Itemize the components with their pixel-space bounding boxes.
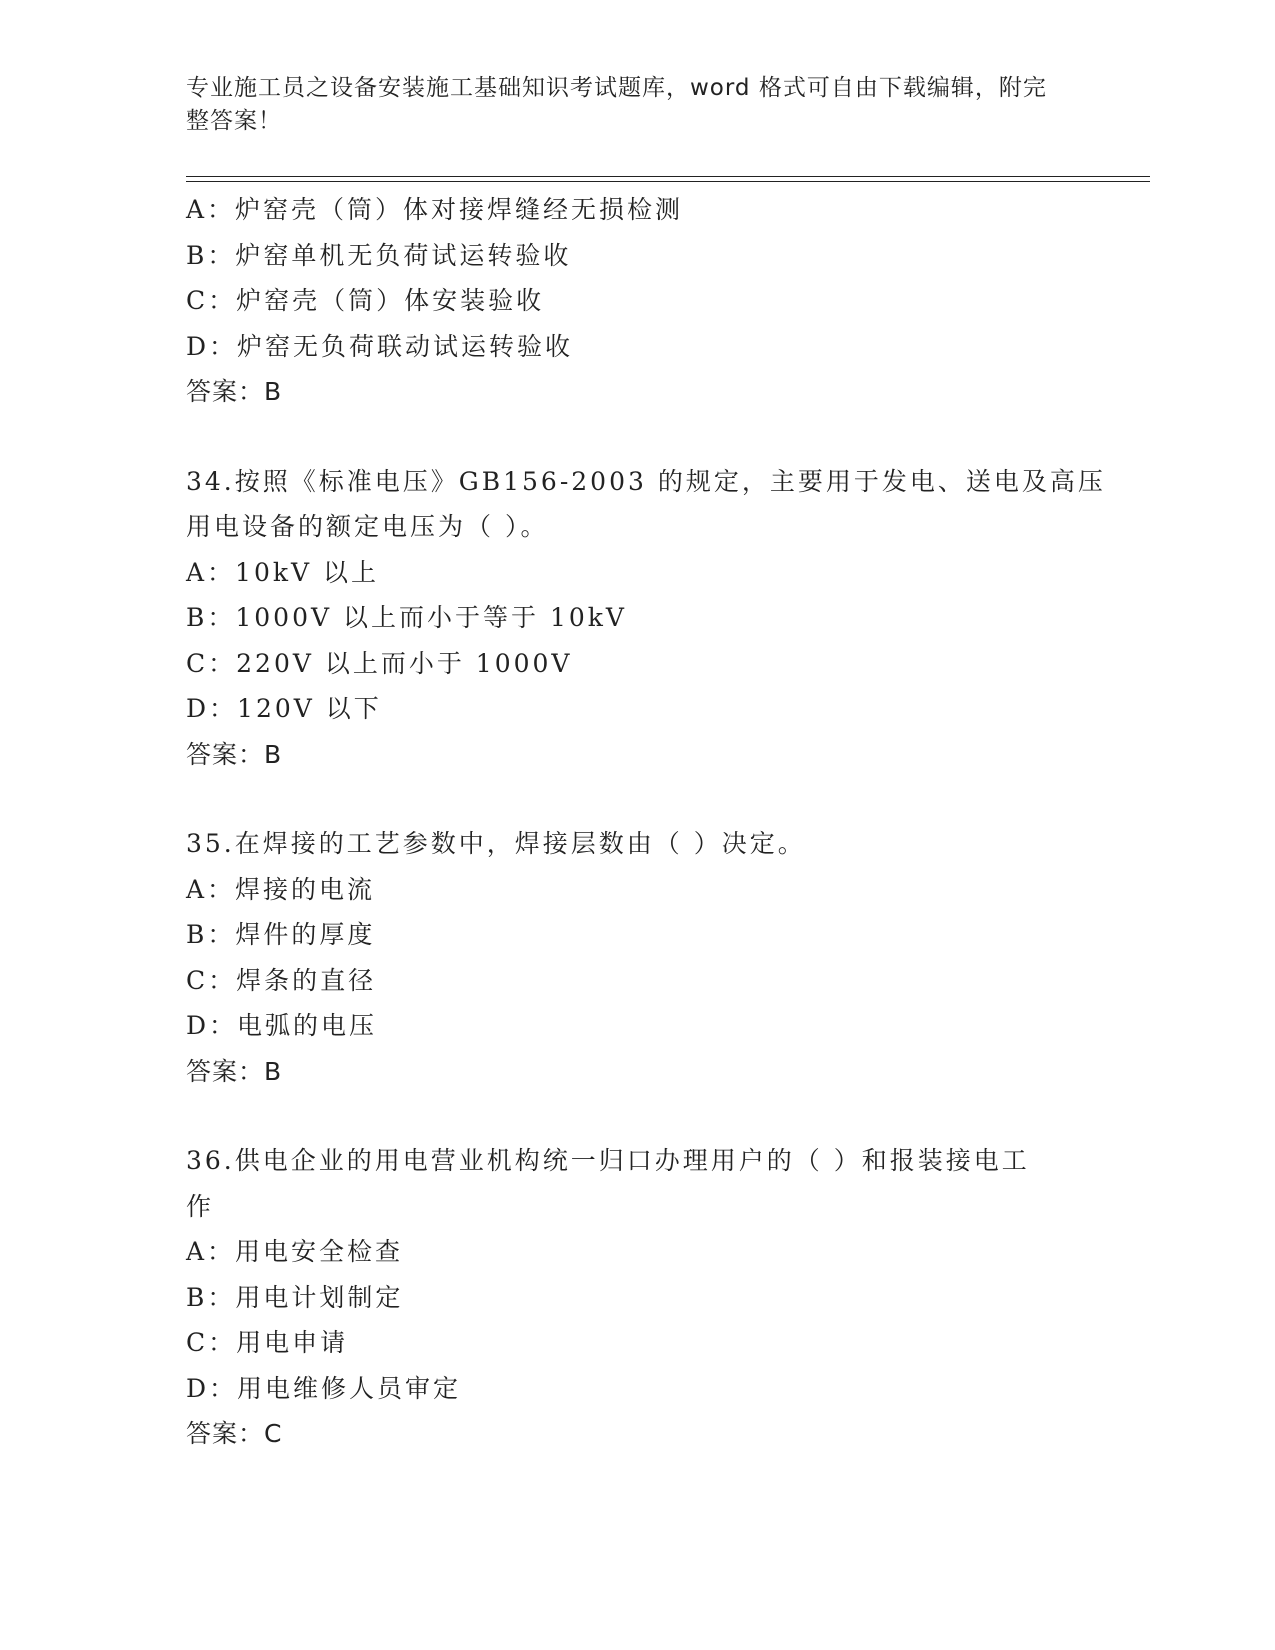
document-body bbox=[186, 187, 1106, 1457]
option-a: A：10kV 以上 bbox=[186, 557, 380, 587]
option-b: B：用电计划制定 bbox=[186, 1282, 404, 1312]
option-c: C：焊条的直径 bbox=[186, 965, 377, 995]
option-a: A：焊接的电流 bbox=[186, 874, 376, 904]
option-d: D：炉窑无负荷联动试运转验收 bbox=[186, 331, 574, 361]
question-stem-continued: 用电设备的额定电压为（ ）。 bbox=[186, 512, 549, 541]
header-rule-bottom bbox=[186, 181, 1150, 182]
option-c: C：用电申请 bbox=[186, 1328, 349, 1357]
option-b: B：炉窑单机无负荷试运转验收 bbox=[186, 240, 572, 270]
question-36 bbox=[186, 1138, 1086, 1457]
option-a: A：炉窑壳（筒）体对接焊缝经无损检测 bbox=[186, 195, 684, 224]
spacer bbox=[186, 777, 1086, 821]
spacer bbox=[186, 415, 1086, 459]
option-a: A：用电安全检查 bbox=[186, 1237, 404, 1266]
option-b: B：焊件的厚度 bbox=[186, 920, 376, 949]
header-line-1: 专业施工员之设备安装施工基础知识考试题库，word 格式可自由下载编辑，附完 bbox=[186, 75, 1047, 101]
question-stem: 34.按照《标准电压》GB156-2003 的规定，主要用于发电、送电及高压 bbox=[186, 466, 1106, 496]
option-c: C：炉窑壳（筒）体安装验收 bbox=[186, 286, 545, 315]
option-d: D：电弧的电压 bbox=[186, 1011, 378, 1040]
answer-line: 答案：B bbox=[186, 1056, 283, 1086]
answer-line: 答案：B bbox=[186, 377, 283, 406]
question-35 bbox=[186, 821, 1086, 1094]
option-c: C：220V 以上而小于 1000V bbox=[186, 648, 573, 678]
spacer bbox=[186, 1094, 1086, 1138]
option-d: D：120V 以下 bbox=[186, 694, 382, 723]
answer-line: 答案：C bbox=[186, 1419, 283, 1448]
option-b: B：1000V 以上而小于等于 10kV bbox=[186, 603, 627, 632]
document-header bbox=[186, 72, 1066, 138]
header-rule-top bbox=[186, 176, 1150, 177]
question-stem: 35.在焊接的工艺参数中，焊接层数由（ ）决定。 bbox=[186, 829, 806, 858]
question-33 bbox=[186, 187, 1086, 415]
question-stem-continued: 作 bbox=[186, 1191, 215, 1221]
question-stem: 36.供电企业的用电营业机构统一归口办理用户的（ ）和报装接电工 bbox=[186, 1146, 1030, 1175]
option-d: D：用电维修人员审定 bbox=[186, 1373, 462, 1403]
header-line-2: 整答案！ bbox=[186, 108, 282, 134]
answer-line: 答案：B bbox=[186, 739, 283, 769]
question-34 bbox=[186, 459, 1106, 778]
